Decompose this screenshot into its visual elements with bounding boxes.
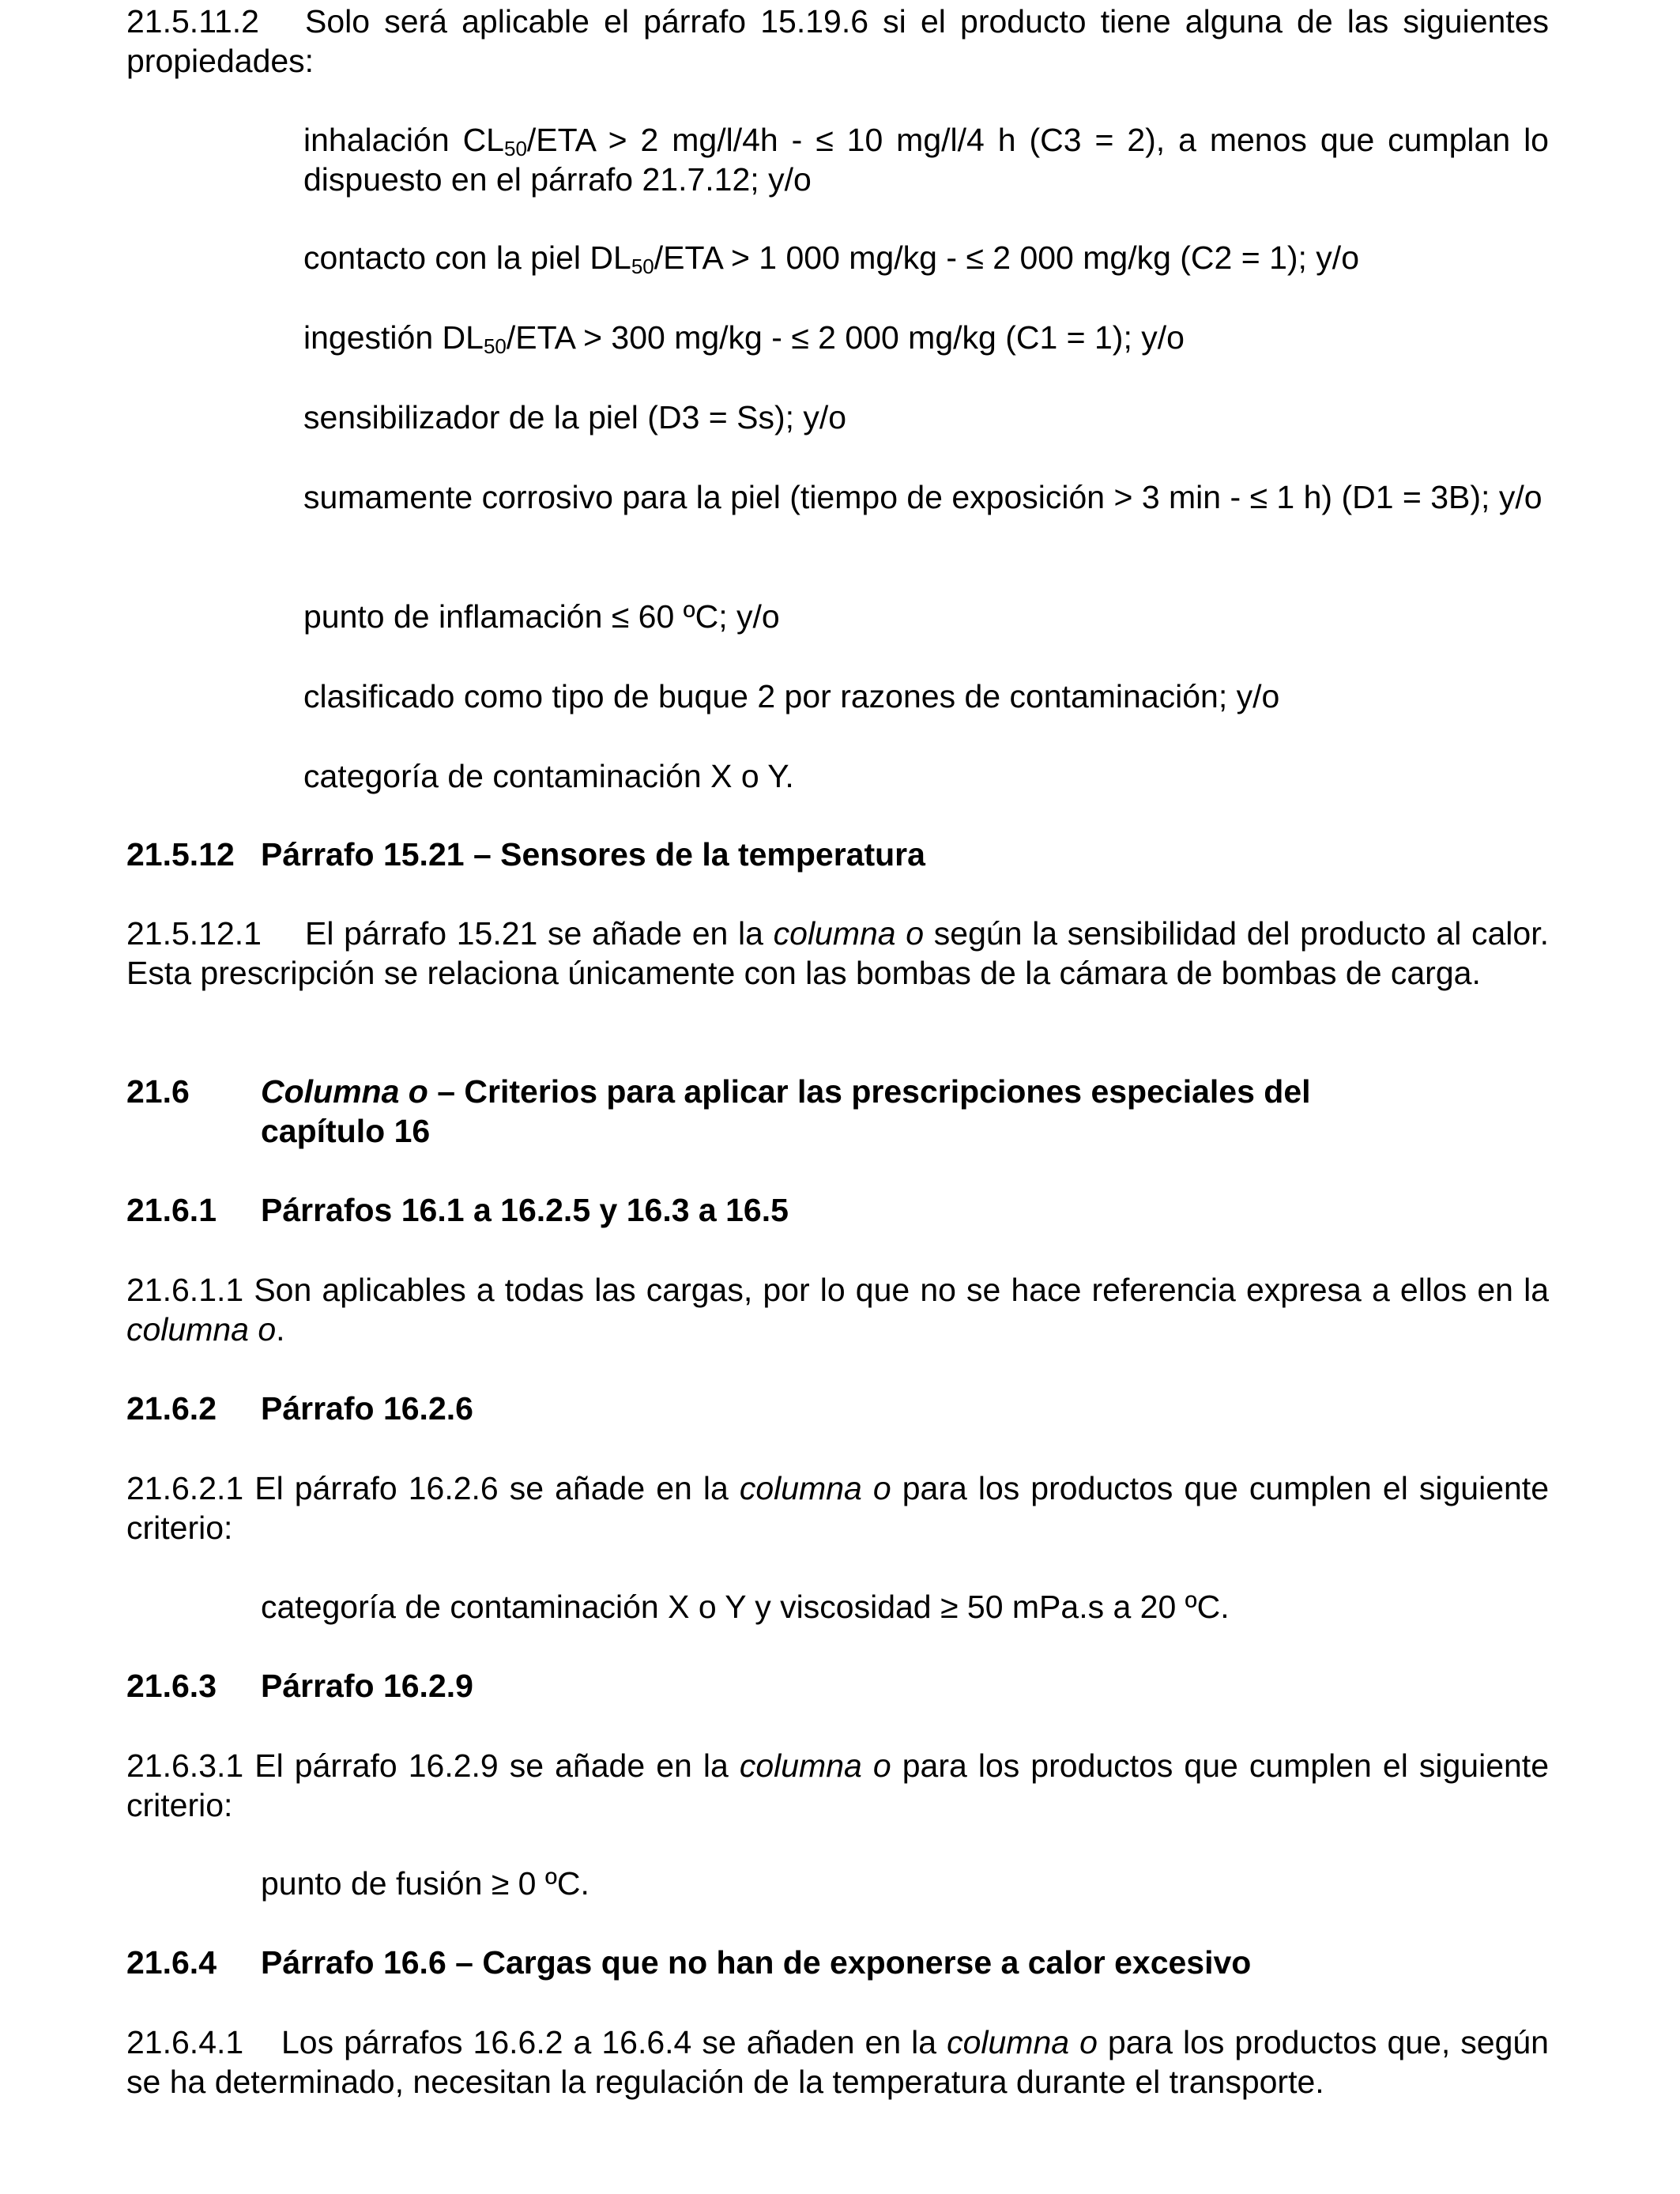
italic-term: columna o: [773, 915, 925, 952]
heading-21-6-3: [126, 1666, 1549, 1706]
paragraph-21-5-11-2: [126, 2, 1549, 81]
heading-title: Párrafos 16.1 a 16.2.5 y 16.3 a 16.5: [261, 1192, 789, 1228]
criterion-text: /ETA > 2 mg/l/4h - ≤ 10 mg/l/4 h (C3 = 2), a menos que cumplan lo dispuesto en el párrafo 21.7.12; y/o: [303, 122, 1549, 198]
paragraph-text: 21.6.1.1 Son aplicables a todas las cargas, por lo que no se hace referencia expresa a ellos en la: [126, 1272, 1549, 1308]
paragraph-text: para los productos que cumplen el siguiente criterio:: [126, 1747, 1550, 1823]
heading-title: Párrafo 16.2.6: [261, 1390, 473, 1427]
heading-21-6: [126, 1072, 1549, 1151]
heading-title: Párrafo 16.2.9: [261, 1668, 473, 1704]
heading-21-5-12: [126, 835, 1549, 874]
heading-number: 21.6.4: [126, 1944, 217, 1981]
paragraph-text: 21.6.3.1 El párrafo 16.2.9 se añade en la: [126, 1747, 740, 1784]
paragraph-21-6-1-1: [126, 1270, 1549, 1349]
subscript: 50: [483, 334, 507, 358]
heading-number: 21.6: [126, 1073, 190, 1110]
paragraph-21-6-2-1: [126, 1468, 1549, 1547]
paragraph-text: .: [276, 1311, 285, 1348]
heading-title-rest: – Criterios para aplicar las prescripciones especiales del capítulo 16: [261, 1073, 1311, 1149]
heading-21-6-1: [126, 1190, 1549, 1230]
criterion-text: /ETA > 1 000 mg/kg - ≤ 2 000 mg/kg (C2 = 1); y/o: [654, 239, 1360, 276]
heading-title: [261, 1072, 1367, 1151]
subscript: 50: [631, 254, 654, 278]
paragraph-21-6-4-1: [126, 2022, 1549, 2102]
heading-number: 21.6.3: [126, 1668, 217, 1704]
paragraph-text: según la sensibilidad del producto al calor. Esta prescripción se relaciona únicamente con las bombas de la cámara de bombas de carga.: [126, 915, 1549, 991]
paragraph-21-5-12-1: [126, 914, 1549, 993]
criterion-categoria: categoría de contaminación X o Y.: [303, 758, 794, 794]
italic-term: columna o: [739, 1470, 891, 1506]
criterion-text: ingestión DL: [303, 319, 484, 356]
criterion-text: inhalación CL: [303, 122, 504, 158]
heading-21-6-4: [126, 1943, 1549, 1982]
paragraph-21-6-3-1: [126, 1746, 1549, 1825]
criterion-sensibilizador: sensibilizador de la piel (D3 = Ss); y/o: [303, 399, 847, 435]
paragraph-number: 21.6.4.1: [126, 2024, 244, 2060]
heading-number: 21.6.1: [126, 1192, 217, 1228]
italic-term: columna o: [739, 1747, 891, 1784]
italic-term: columna o: [126, 1311, 277, 1348]
paragraph-number: 21.5.11.2: [126, 3, 259, 40]
heading-title: Párrafo 15.21 – Sensores de la temperatura: [261, 836, 925, 873]
italic-term: Columna o: [261, 1073, 428, 1110]
paragraph-text: Los párrafos 16.6.2 a 16.6.4 se añaden en la: [281, 2024, 947, 2060]
criterion-corrosivo: sumamente corrosivo para la piel (tiempo de exposición > 3 min - ≤ 1 h) (D1 = 3B); y/o: [303, 479, 1543, 515]
criterion-21-6-3: punto de fusión ≥ 0 ºC.: [261, 1865, 590, 1902]
criterion-contacto: [303, 238, 1549, 277]
italic-term: columna o: [947, 2024, 1098, 2060]
heading-number: 21.6.2: [126, 1390, 217, 1427]
paragraph-text: 21.6.2.1 El párrafo 16.2.6 se añade en la: [126, 1470, 740, 1506]
paragraph-text: para los productos que cumplen el siguiente criterio:: [126, 1470, 1550, 1546]
heading-21-6-2: [126, 1389, 1549, 1428]
paragraph-number: 21.5.12.1: [126, 915, 262, 952]
criterion-inhalacion: [303, 120, 1549, 199]
subscript: 50: [503, 137, 527, 160]
criterion-ingestion: [303, 318, 1549, 357]
heading-number: 21.5.12: [126, 836, 235, 873]
criterion-buque: clasificado como tipo de buque 2 por razones de contaminación; y/o: [303, 678, 1280, 714]
paragraph-text: para los productos que, según se ha determinado, necesitan la regulación de la temperatura durante el transporte.: [126, 2024, 1549, 2100]
criterion-text: contacto con la piel DL: [303, 239, 631, 276]
paragraph-text: Solo será aplicable el párrafo 15.19.6 si el producto tiene alguna de las siguientes propiedades:: [126, 3, 1549, 79]
criterion-21-6-2: categoría de contaminación X o Y y viscosidad ≥ 50 mPa.s a 20 ºC.: [261, 1589, 1230, 1625]
criterion-text: /ETA > 300 mg/kg - ≤ 2 000 mg/kg (C1 = 1); y/o: [506, 319, 1185, 356]
paragraph-text: El párrafo 15.21 se añade en la: [305, 915, 774, 952]
criterion-inflamacion: punto de inflamación ≤ 60 ºC; y/o: [303, 598, 780, 635]
heading-title: Párrafo 16.6 – Cargas que no han de exponerse a calor excesivo: [261, 1944, 1252, 1981]
